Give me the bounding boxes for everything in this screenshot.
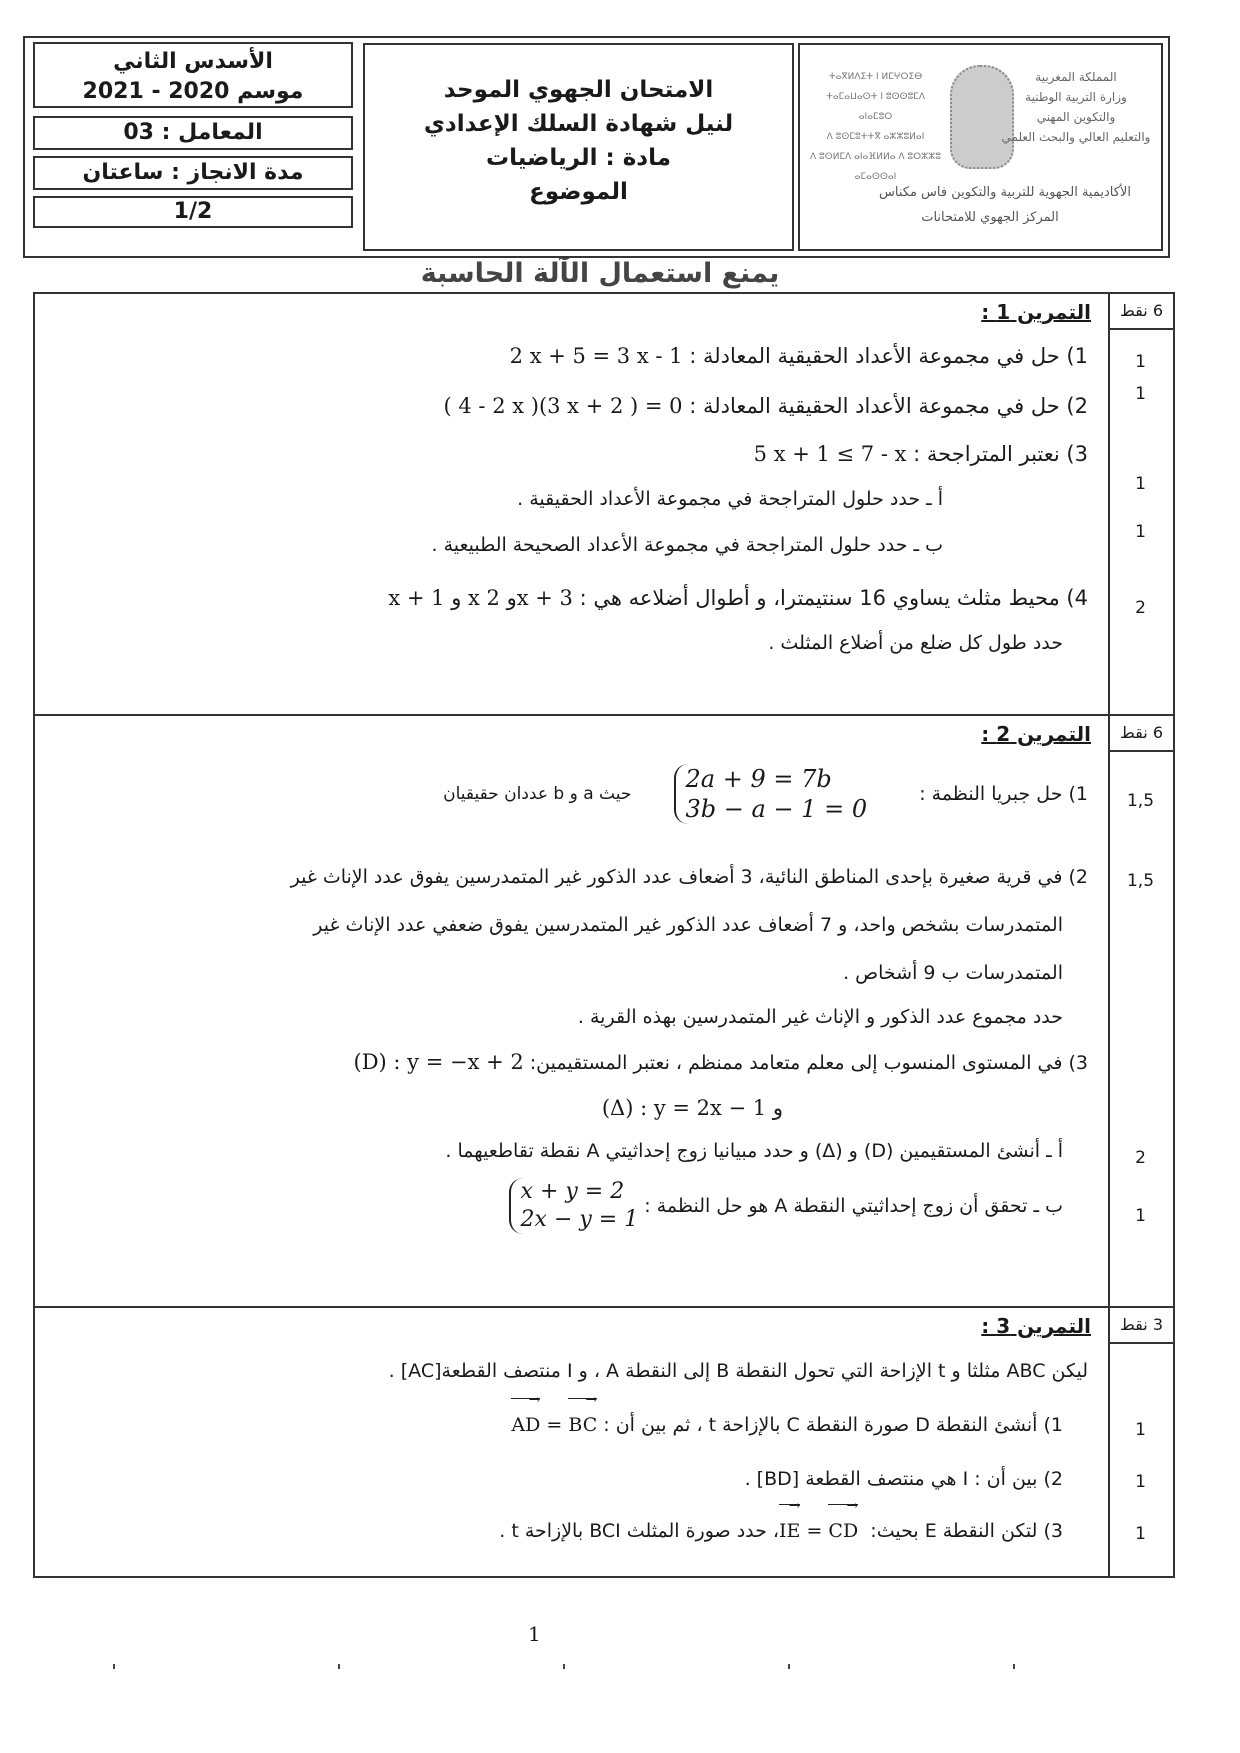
ministry-line: وزارة التربية الوطنية — [1025, 90, 1127, 104]
exercise-3-intro: ليكن ABC مثلثا و t الإزاحة التي تحول النقطة B إلى النقطة A ، و I منتصف القطعة[AC] . — [388, 1360, 1088, 1382]
question-2-3a: أ ـ أنشئ المستقيمين (D) و (Δ) و حدد مبيانيا زوج إحداثيتي A نقطة تقاطعيهما . — [445, 1140, 1063, 1162]
question-text: ب ـ حدد حلول المتراجحة في مجموعة الأعداد الصحيحة الطبيعية . — [431, 534, 943, 556]
question-1-2 — [444, 394, 1088, 418]
season-box — [33, 42, 353, 108]
line-delta-equation: (Δ) : y = 2x − 1 — [601, 1096, 767, 1120]
system-equation: 3b − a − 1 = 0 — [685, 795, 868, 823]
variables-note: حيث a و b عددان حقيقيان — [443, 784, 632, 804]
coefficient: المعامل : 03 — [123, 120, 263, 145]
exam-center-name: المركز الجهوي للامتحانات — [921, 210, 1059, 225]
question-2-2-line1: 2) في قرية صغيرة بإحدى المناطق النائية، 3 أضعاف عدد الذكور غير المتمدرسين يفوق عدد الإناث غير — [290, 866, 1088, 888]
exercise-2 — [35, 716, 1173, 1308]
tifinagh-line: ⵜⴰⴳⵍⴷⵉⵜ ⵏ ⵍⵎⵖⵔⵉⴱ — [828, 72, 923, 82]
question-points: 2 — [1135, 1148, 1146, 1168]
academy-name: الأكاديمية الجهوية للتربية والتكوين فاس مكناس — [879, 185, 1131, 200]
equation: ( 4 - 2 x )(3 x + 2 ) = 0 — [443, 394, 683, 418]
page-box — [33, 196, 353, 228]
question-1-3b — [431, 534, 943, 556]
question-2-3 — [354, 1050, 1088, 1074]
question-3-1 — [511, 1414, 1063, 1436]
question-points: 1 — [1135, 384, 1146, 404]
question-points: 1 — [1135, 352, 1146, 372]
season: موسم 2020 - 2021 — [82, 79, 304, 104]
question-points: 1 — [1135, 522, 1146, 542]
question-1-1 — [510, 344, 1088, 368]
question-1-4-task — [768, 632, 1063, 654]
topic-label: الموضوع — [529, 179, 628, 205]
question-2-2-line2: المتمدرسات بشخص واحد، و 7 أضعاف عدد الذكور غير المتمدرسين يفوق ضعفي عدد الإناث غير — [313, 914, 1063, 936]
ministry-line: المملكة المغربية — [1035, 70, 1117, 84]
question-1-3a — [517, 488, 943, 510]
question-3-3 — [499, 1520, 1063, 1542]
question-points: 1 — [1135, 1524, 1146, 1544]
exercise-title: التمرين 3 : — [981, 1314, 1091, 1338]
subject: مادة : الرياضيات — [486, 145, 671, 171]
scan-mark — [788, 1664, 790, 1669]
exercise-3 — [35, 1308, 1173, 1576]
exercises-table — [33, 292, 1175, 1578]
page-number: 1 — [528, 1622, 541, 1646]
exercise-points: 3 نقط — [1110, 1308, 1173, 1344]
exercise-title: التمرين 2 : — [981, 722, 1091, 746]
vector-ad: → AD — [511, 1414, 540, 1436]
coefficient-box — [33, 116, 353, 150]
question-text: 1) حل في مجموعة الأعداد الحقيقية المعادلة : — [689, 344, 1088, 368]
system-equation: 2x − y = 1 — [520, 1207, 639, 1232]
question-text: 2) حل في مجموعة الأعداد الحقيقية المعادلة : — [689, 394, 1088, 418]
scan-mark — [1013, 1664, 1015, 1669]
question-text: 1) أنشئ النقطة D صورة النقطة C بالإزاحة t ، ثم بين أن : — [603, 1414, 1063, 1436]
question-text: 3) لتكن النقطة E بحيث: — [870, 1520, 1063, 1542]
question-text: ب ـ تحقق أن زوج إحداثيتي النقطة A هو حل النظمة : — [644, 1195, 1063, 1217]
question-2-3-delta — [602, 1096, 783, 1120]
vector-ie: → IE — [779, 1520, 800, 1542]
ministry-line: والتعليم العالي والبحث العلمي — [1001, 130, 1151, 144]
question-points: 1 — [1135, 1206, 1146, 1226]
question-text: 3) نعتبر المتراجحة : — [913, 442, 1088, 466]
duration: مدة الانجاز : ساعتان — [82, 160, 304, 185]
exam-title-line2: لنيل شهادة السلك الإعدادي — [423, 111, 734, 137]
question-points: 1 — [1135, 1420, 1146, 1440]
exercise-points: 6 نقط — [1110, 294, 1173, 330]
calculator-ban-notice: يمنع استعمال الآلة الحاسبة — [420, 258, 780, 289]
semester: الأسدس الثاني — [113, 49, 273, 74]
exam-title-line1: الامتحان الجهوي الموحد — [443, 77, 714, 103]
question-2-1 — [443, 764, 1088, 824]
system-equation: x + y = 2 — [520, 1179, 625, 1204]
question-points: 1 — [1135, 474, 1146, 494]
question-text: 1) حل جبريا النظمة : — [919, 783, 1088, 805]
side-lengths: x + 1 و x و 2x + 3 — [388, 586, 573, 610]
question-text: ، حدد صورة المثلث BCI بالإزاحة t . — [499, 1520, 780, 1542]
vector-bc: → BC — [568, 1414, 597, 1436]
duration-box — [33, 156, 353, 190]
tifinagh-line: ⴷ ⵓⵙⵎⵓⵜⵜⴳ ⴰⵣⵣⵓⵍⴰⵏ — [826, 132, 925, 142]
question-points: 2 — [1135, 598, 1146, 618]
ministry-arabic-text — [1001, 67, 1151, 147]
line-d-equation: (D) : y = −x + 2 — [353, 1050, 524, 1074]
exercise-title: التمرين 1 : — [981, 300, 1091, 324]
question-1-3 — [754, 442, 1088, 466]
question-text: أ ـ حدد حلول المتراجحة في مجموعة الأعداد الحقيقية . — [517, 488, 943, 510]
tifinagh-text — [808, 67, 943, 187]
system-equation: 2a + 9 = 7b — [685, 765, 832, 793]
question-text: حدد طول كل ضلع من أضلاع المثلث . — [768, 632, 1063, 654]
equation-system — [509, 1178, 639, 1234]
exercise-points: 6 نقط — [1110, 716, 1173, 752]
scan-mark — [338, 1664, 340, 1669]
tifinagh-line: ⵜⴰⵎⴰⵡⴰⵙⵜ ⵏ ⵓⵙⵙⵓⵎⴷ ⴰⵏⴰⵎⵓⵔ — [825, 92, 926, 122]
scan-mark — [113, 1664, 115, 1669]
page-indicator: 1/2 — [173, 199, 213, 224]
question-2-3b — [509, 1178, 1063, 1234]
tifinagh-line: ⴷ ⵓⵙⵍⵎⴷ ⴰⵏⴰⴼⵍⵍⴰ ⴷ ⵓⵔⵣⵣⵓ ⴰⵎⴰⵙⵙⴰⵏ — [810, 152, 941, 182]
inequality: 5 x + 1 ≤ 7 - x — [753, 442, 907, 466]
equation-system — [674, 764, 868, 824]
exam-info-column — [23, 36, 363, 258]
ministry-logo-box — [798, 43, 1163, 251]
question-text: 3) في المستوى المنسوب إلى معلم متعامد ممنظم ، نعتبر المستقيمين: — [529, 1052, 1088, 1074]
exam-title-box — [363, 43, 794, 251]
question-points: 1 — [1135, 1472, 1146, 1492]
conjunction: و — [772, 1096, 783, 1120]
vector-equality: → IE = → CD — [779, 1520, 864, 1542]
question-points: 1,5 — [1126, 791, 1155, 811]
equation: 2 x + 5 = 3 x - 1 — [509, 344, 683, 368]
scan-mark — [563, 1664, 565, 1669]
vector-cd: → CD — [828, 1520, 858, 1542]
question-1-4 — [388, 586, 1088, 610]
question-2-2-task: حدد مجموع عدد الذكور و الإناث غير المتمدرسين بهذه القرية . — [577, 1006, 1063, 1028]
question-text: 4) محيط مثلث يساوي 16 سنتيمترا، و أطوال أضلاعه هي : — [579, 586, 1088, 610]
question-points: 1,5 — [1126, 871, 1155, 891]
question-2-2-line3: المتمدرسات ب 9 أشخاص . — [843, 962, 1063, 984]
question-3-2: 2) بين أن : I هي منتصف القطعة [BD] . — [744, 1468, 1063, 1490]
ministry-line: والتكوين المهني — [1036, 110, 1116, 124]
exercise-1 — [35, 294, 1173, 716]
vector-equality: → AD = → BC — [511, 1414, 597, 1436]
